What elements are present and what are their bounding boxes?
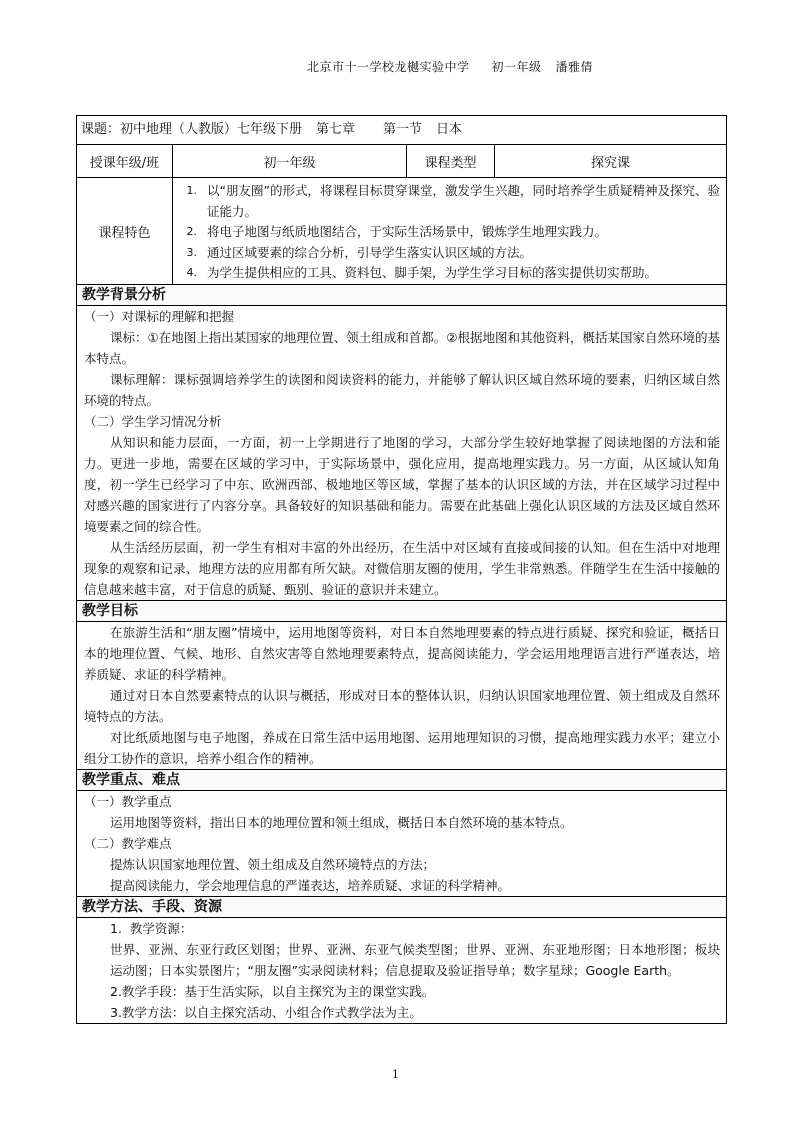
goals-p3: 对比纸质地图与电子地图，养成在日常生活中运用地图、运用地理知识的习惯，提高地理实践力水平；建立小组分工协作的意识，培养小组合作的精神。	[84, 730, 720, 766]
methods-item2: 2.教学手段：基于生活实际，以自主探究为主的课堂实践。	[110, 984, 435, 999]
methods-heading: 教学方法、手段、资源	[77, 897, 726, 918]
grade-label: 授课年级/班	[77, 145, 173, 177]
lesson-plan-table	[76, 115, 727, 1024]
page-number: 1	[392, 1068, 399, 1081]
teacher-name: 潘雅倩	[555, 60, 594, 74]
school-name: 北京市十一学校龙樾实验中学	[307, 60, 470, 74]
keypoints-sub1: （一）教学重点	[84, 794, 172, 809]
keypoints-section	[77, 791, 726, 897]
list-item: 1. 以“朋友圈”的形式，将课程目标贯穿课堂，激发学生兴趣，同时培养学生质疑精神及探究、验证能力。	[186, 183, 720, 219]
page-header	[307, 58, 593, 75]
background-p1: 课标：①在地图上指出某国家的地理位置、领土组成和首都。②根据地图和其他资料，概括某国家自然环境的基本特点。	[84, 330, 720, 366]
goals-heading: 教学目标	[77, 601, 726, 622]
list-item: 3. 通过区域要素的综合分析，引导学生落实认识区域的方法。	[186, 244, 533, 260]
methods-section	[77, 918, 726, 1024]
background-sub2: （二）学生学习情况分析	[84, 414, 222, 429]
methods-item1: 1. 教学资源：	[110, 921, 193, 936]
section: 第一节	[383, 122, 423, 137]
background-section	[77, 306, 726, 601]
methods-item3: 3.教学方法：以自主探究活动、小组合作式教学法为主。	[110, 1005, 422, 1020]
type-label: 课程类型	[407, 145, 495, 177]
keypoints-p1: 运用地图等资料，指出日本的地理位置和领土组成，概括日本自然环境的基本特点。	[110, 815, 573, 830]
features-label: 课程特色	[77, 178, 173, 284]
lesson-title-row	[77, 116, 726, 145]
chapter: 第七章	[316, 122, 356, 137]
goals-p1: 在旅游生活和“朋友圈”情境中，运用地图等资料，对日本自然地理要素的特点进行质疑、探究和验证，概括日本的地理位置、气候、地形、自然灾害等自然地理要素特点，提高阅读能力，学会运用地理语言进行严谨表达，培养质疑、求证的科学精神。	[84, 625, 720, 682]
background-p4: 从生活经历层面，初一学生有相对丰富的外出经历，在生活中对区域有直接或间接的认知。但在生活中对地理现象的观察和记录、地理方法的应用都有所欠缺。对微信朋友圈的使用，学生非常熟悉。伴随学生在生活中接触的信息越来越丰富，对于信息的质疑、甄别、验证的意识并未建立。	[84, 540, 720, 597]
topic-label: 课题：初中地理（人教版）七年级下册	[81, 122, 303, 137]
grade-value: 初一年级	[173, 145, 407, 177]
keypoints-sub2: （二）教学难点	[84, 836, 172, 851]
background-heading: 教学背景分析	[77, 285, 726, 306]
keypoints-p2: 提炼认识国家地理位置、领土组成及自然环境特点的方法；	[110, 857, 436, 872]
features-list	[173, 178, 726, 284]
goals-p2: 通过对日本自然要素特点的认识与概括，形成对日本的整体认识，归纳认识国家地理位置、领土组成及自然环境特点的方法。	[84, 688, 720, 724]
background-sub1: （一）对课标的理解和把握	[84, 309, 235, 324]
lesson-title: 日本	[436, 122, 463, 137]
background-p2: 课标理解：课标强调培养学生的读图和阅读资料的能力，并能够了解认识区域自然环境的要素，归纳区域自然环境的特点。	[84, 372, 720, 408]
type-value: 探究课	[590, 155, 630, 171]
list-item: 4. 为学生提供相应的工具、资料包、脚手架，为学生学习目标的落实提供切实帮助。	[186, 265, 658, 280]
info-row	[77, 145, 726, 178]
background-p3: 从知识和能力层面，一方面，初一上学期进行了地图的学习，大部分学生较好地掌握了阅读地图的方法和能力。更进一步地，需要在区域的学习中，于实际场景中，强化应用，提高地理实践力。另一方面，从区域认知角度，初一学生已经学习了中东、欧洲西部、极地地区等区域，掌握了基本的认识区域的方法，并在区域学习过程中对感兴趣的国家进行了内容分享。具备较好的知识基础和能力。需要在此基础上强化认识区域的方法及区域自然环境要素之间的综合性。	[84, 435, 720, 534]
keypoints-p3: 提高阅读能力，学会地理信息的严谨表达，培养质疑、求证的科学精神。	[110, 878, 511, 893]
keypoints-heading: 教学重点、难点	[77, 770, 726, 791]
features-row	[77, 178, 726, 285]
list-item: 2. 将电子地图与纸质地图结合，于实际生活场景中，锻炼学生地理实践力。	[186, 224, 608, 239]
grade-name: 初一年级	[491, 60, 542, 74]
methods-item1-text: 世界、亚洲、东亚行政区划图；世界、亚洲、东亚气候类型图；世界、亚洲、东亚地形图；日本地形图；板块运动图；日本实景图片；“朋友圈”实录阅读材料；信息提取及验证指导单；数字星球；Google Earth。	[110, 942, 720, 978]
goals-section	[77, 622, 726, 770]
